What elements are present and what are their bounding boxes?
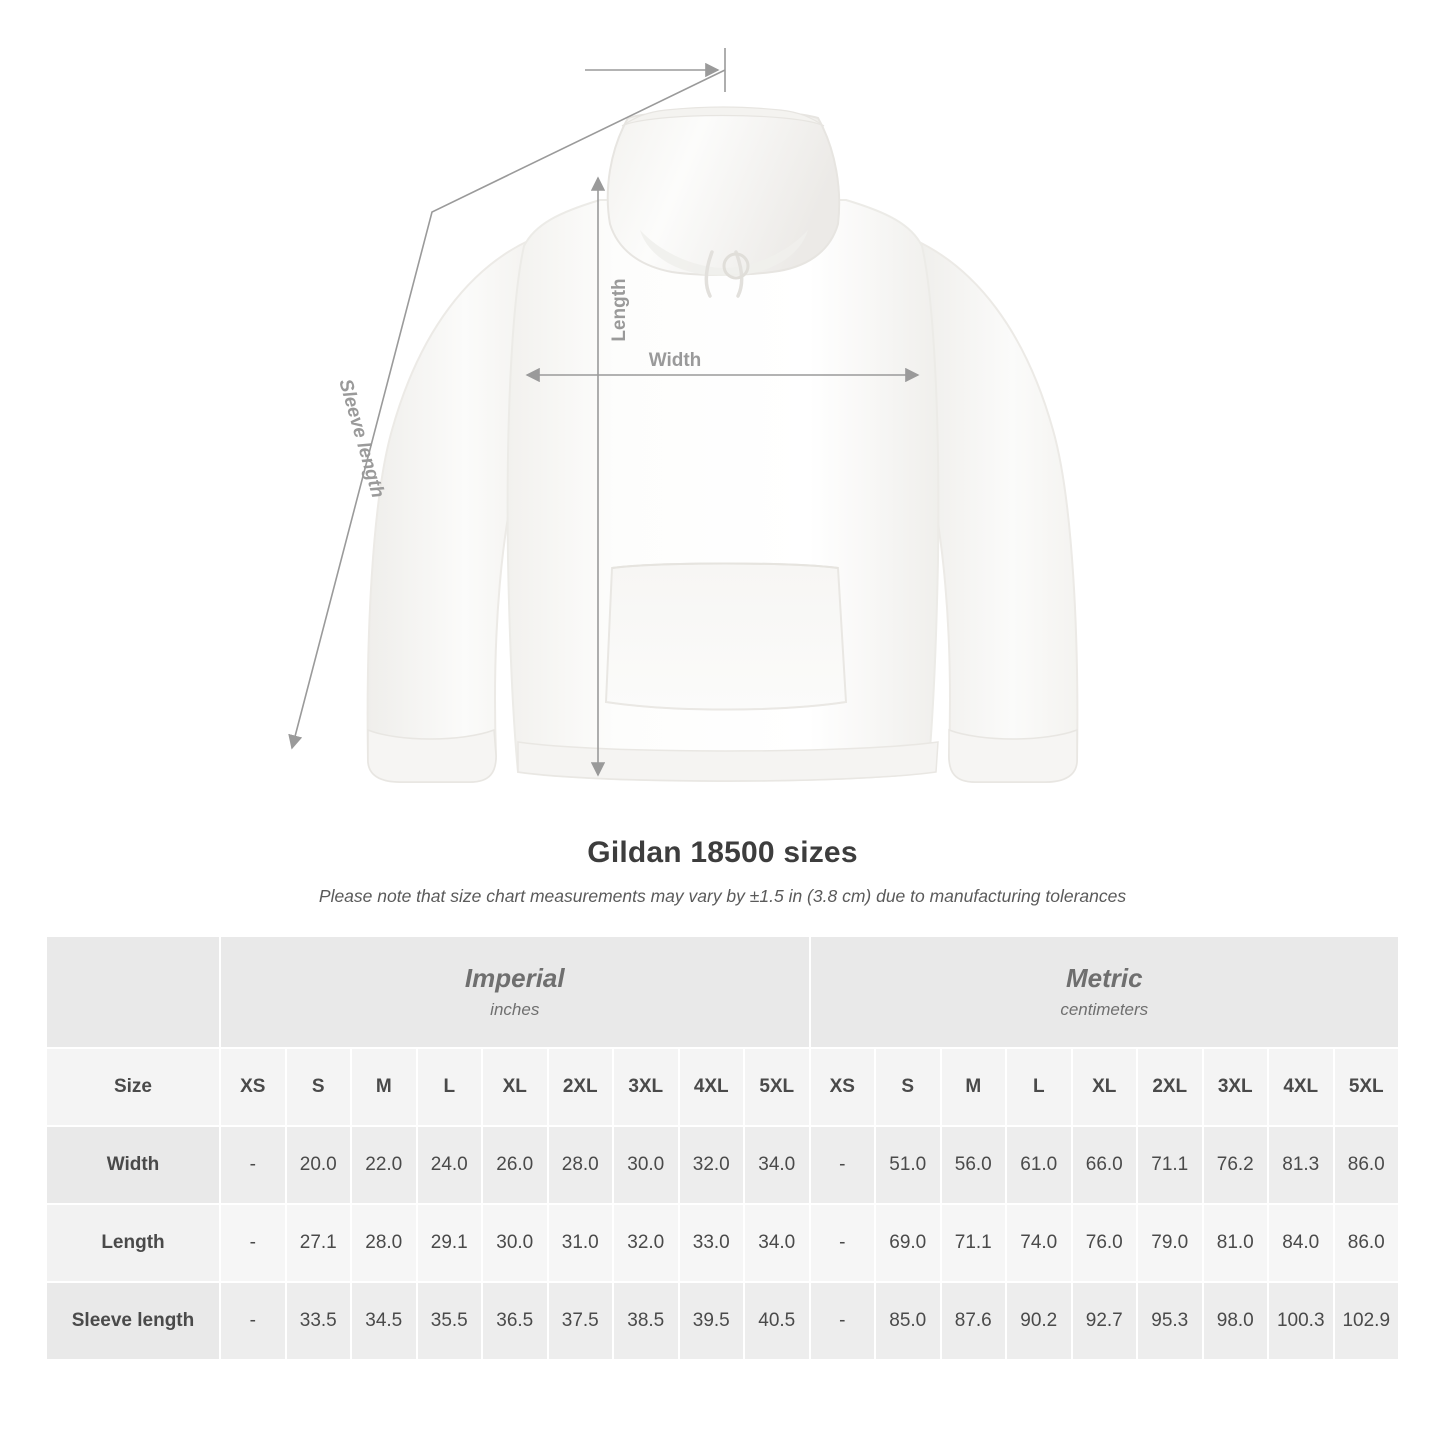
cell-width-metric-5: 71.1 bbox=[1137, 1126, 1203, 1204]
size-header-metric-3: L bbox=[1006, 1048, 1072, 1126]
cell-length-imperial-8: 34.0 bbox=[744, 1204, 810, 1282]
cell-length-imperial-1: 27.1 bbox=[286, 1204, 352, 1282]
size-header-imperial-6: 3XL bbox=[613, 1048, 679, 1126]
page-title: Gildan 18500 sizes bbox=[587, 836, 858, 869]
cell-sleeve-imperial-8: 40.5 bbox=[744, 1282, 810, 1360]
size-header-metric-1: S bbox=[875, 1048, 941, 1126]
cell-sleeve-imperial-2: 34.5 bbox=[351, 1282, 417, 1360]
cell-sleeve-imperial-5: 37.5 bbox=[548, 1282, 614, 1360]
size-header-metric-4: XL bbox=[1072, 1048, 1138, 1126]
table-row bbox=[46, 1126, 1399, 1204]
cell-width-imperial-8: 34.0 bbox=[744, 1126, 810, 1204]
size-header-imperial-4: XL bbox=[482, 1048, 548, 1126]
cell-sleeve-metric-2: 87.6 bbox=[941, 1282, 1007, 1360]
unit-header-metric bbox=[810, 936, 1400, 1048]
cell-sleeve-metric-8: 102.9 bbox=[1334, 1282, 1400, 1360]
cell-length-imperial-5: 31.0 bbox=[548, 1204, 614, 1282]
cell-sleeve-imperial-6: 38.5 bbox=[613, 1282, 679, 1360]
cell-length-metric-0: - bbox=[810, 1204, 876, 1282]
cell-length-metric-1: 69.0 bbox=[875, 1204, 941, 1282]
size-header-metric-6: 3XL bbox=[1203, 1048, 1269, 1126]
cell-width-imperial-2: 22.0 bbox=[351, 1126, 417, 1204]
cell-sleeve-metric-4: 92.7 bbox=[1072, 1282, 1138, 1360]
unit-name-imperial: Imperial bbox=[464, 962, 565, 993]
unit-header-imperial bbox=[220, 936, 810, 1048]
size-table bbox=[45, 935, 1400, 1361]
size-header-imperial-3: L bbox=[417, 1048, 483, 1126]
hoodie-garment bbox=[368, 107, 1078, 782]
cell-width-metric-6: 76.2 bbox=[1203, 1126, 1269, 1204]
cell-width-imperial-5: 28.0 bbox=[548, 1126, 614, 1204]
table-row bbox=[46, 1204, 1399, 1282]
size-header-imperial-8: 5XL bbox=[744, 1048, 810, 1126]
cell-length-metric-2: 71.1 bbox=[941, 1204, 1007, 1282]
cell-length-imperial-3: 29.1 bbox=[417, 1204, 483, 1282]
cell-length-imperial-7: 33.0 bbox=[679, 1204, 745, 1282]
cell-sleeve-imperial-3: 35.5 bbox=[417, 1282, 483, 1360]
cell-length-metric-3: 74.0 bbox=[1006, 1204, 1072, 1282]
cell-sleeve-imperial-1: 33.5 bbox=[286, 1282, 352, 1360]
cell-width-metric-7: 81.3 bbox=[1268, 1126, 1334, 1204]
cell-length-metric-5: 79.0 bbox=[1137, 1204, 1203, 1282]
cell-width-metric-2: 56.0 bbox=[941, 1126, 1007, 1204]
cell-width-metric-1: 51.0 bbox=[875, 1126, 941, 1204]
table-row bbox=[46, 1282, 1399, 1360]
cell-sleeve-imperial-7: 39.5 bbox=[679, 1282, 745, 1360]
units-corner-cell bbox=[46, 936, 220, 1048]
cell-length-metric-4: 76.0 bbox=[1072, 1204, 1138, 1282]
size-header-imperial-0: XS bbox=[220, 1048, 286, 1126]
unit-sub-metric: centimeters bbox=[1060, 1000, 1149, 1020]
sleeve-length-label: Sleeve length bbox=[334, 376, 389, 501]
size-header-row bbox=[46, 1048, 1399, 1126]
size-header-imperial-2: M bbox=[351, 1048, 417, 1126]
length-label: Length bbox=[609, 278, 630, 342]
cell-width-metric-0: - bbox=[810, 1126, 876, 1204]
size-header-imperial-5: 2XL bbox=[548, 1048, 614, 1126]
cell-sleeve-metric-0: - bbox=[810, 1282, 876, 1360]
cell-sleeve-metric-1: 85.0 bbox=[875, 1282, 941, 1360]
cell-width-metric-3: 61.0 bbox=[1006, 1126, 1072, 1204]
tolerance-note: Please note that size chart measurements may vary by ±1.5 in (3.8 cm) due to manufacturing tolerances bbox=[318, 886, 1127, 906]
cell-length-imperial-6: 32.0 bbox=[613, 1204, 679, 1282]
size-header-metric-7: 4XL bbox=[1268, 1048, 1334, 1126]
cell-length-metric-6: 81.0 bbox=[1203, 1204, 1269, 1282]
width-label: Width bbox=[648, 350, 702, 371]
size-header-metric-5: 2XL bbox=[1137, 1048, 1203, 1126]
cell-width-imperial-7: 32.0 bbox=[679, 1126, 745, 1204]
cell-sleeve-metric-7: 100.3 bbox=[1268, 1282, 1334, 1360]
cell-sleeve-imperial-0: - bbox=[220, 1282, 286, 1360]
cell-width-imperial-1: 20.0 bbox=[286, 1126, 352, 1204]
size-header-metric-0: XS bbox=[810, 1048, 876, 1126]
row-label-length: Length bbox=[46, 1204, 220, 1282]
row-label-sleeve-length: Sleeve length bbox=[46, 1282, 220, 1360]
title-block bbox=[0, 836, 1445, 907]
size-header-label: Size bbox=[46, 1048, 220, 1126]
size-header-metric-8: 5XL bbox=[1334, 1048, 1400, 1126]
cell-sleeve-imperial-4: 36.5 bbox=[482, 1282, 548, 1360]
size-header-imperial-7: 4XL bbox=[679, 1048, 745, 1126]
cell-width-metric-4: 66.0 bbox=[1072, 1126, 1138, 1204]
cell-width-imperial-0: - bbox=[220, 1126, 286, 1204]
size-header-imperial-1: S bbox=[286, 1048, 352, 1126]
cell-width-imperial-6: 30.0 bbox=[613, 1126, 679, 1204]
cell-length-imperial-0: - bbox=[220, 1204, 286, 1282]
cell-sleeve-metric-3: 90.2 bbox=[1006, 1282, 1072, 1360]
cell-width-imperial-3: 24.0 bbox=[417, 1126, 483, 1204]
size-header-metric-2: M bbox=[941, 1048, 1007, 1126]
cell-length-metric-7: 84.0 bbox=[1268, 1204, 1334, 1282]
unit-sub-imperial: inches bbox=[490, 1000, 540, 1020]
cell-width-metric-8: 86.0 bbox=[1334, 1126, 1400, 1204]
cell-sleeve-metric-6: 98.0 bbox=[1203, 1282, 1269, 1360]
size-table-wrapper bbox=[0, 935, 1445, 1361]
units-row bbox=[46, 936, 1399, 1048]
cell-width-imperial-4: 26.0 bbox=[482, 1126, 548, 1204]
cell-length-metric-8: 86.0 bbox=[1334, 1204, 1400, 1282]
cell-length-imperial-4: 30.0 bbox=[482, 1204, 548, 1282]
cell-sleeve-metric-5: 95.3 bbox=[1137, 1282, 1203, 1360]
cell-length-imperial-2: 28.0 bbox=[351, 1204, 417, 1282]
unit-name-metric: Metric bbox=[1065, 962, 1143, 993]
row-label-width: Width bbox=[46, 1126, 220, 1204]
